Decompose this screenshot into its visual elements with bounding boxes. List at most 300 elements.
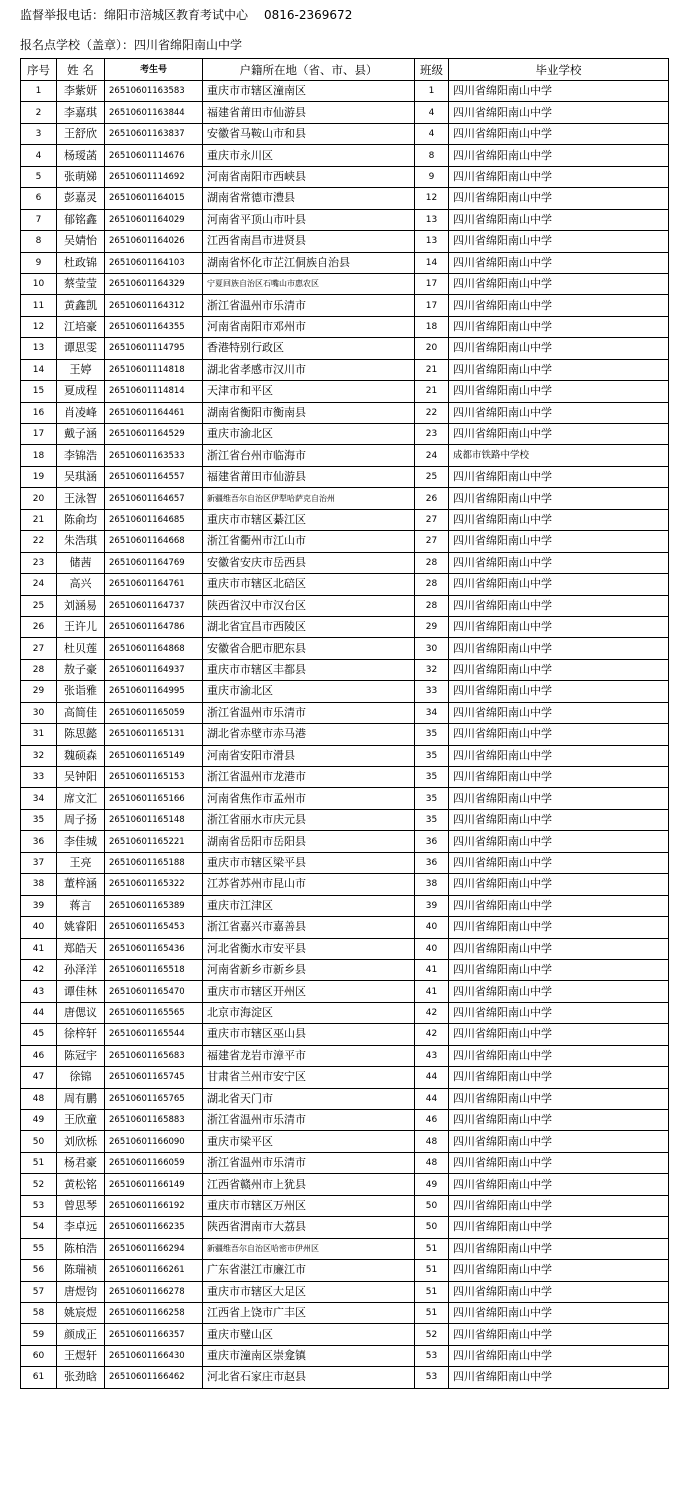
row-name: 吴琪涵 bbox=[57, 466, 105, 487]
row-name: 唐煜钧 bbox=[57, 1281, 105, 1302]
row-class: 43 bbox=[415, 1045, 449, 1066]
row-seq: 23 bbox=[21, 552, 57, 573]
row-seq: 60 bbox=[21, 1345, 57, 1366]
row-residence: 陕西省渭南市大荔县 bbox=[203, 1217, 415, 1238]
row-school: 四川省绵阳南山中学 bbox=[449, 1260, 669, 1281]
row-name: 朱浩琪 bbox=[57, 531, 105, 552]
row-name: 颜成正 bbox=[57, 1324, 105, 1345]
row-class: 29 bbox=[415, 616, 449, 637]
row-seq: 11 bbox=[21, 295, 57, 316]
row-school: 四川省绵阳南山中学 bbox=[449, 166, 669, 187]
row-class: 17 bbox=[415, 273, 449, 294]
row-exam-id: 26510601114692 bbox=[105, 166, 203, 187]
row-seq: 40 bbox=[21, 917, 57, 938]
row-school: 四川省绵阳南山中学 bbox=[449, 616, 669, 637]
row-name: 姚睿阳 bbox=[57, 917, 105, 938]
row-class: 22 bbox=[415, 402, 449, 423]
row-residence: 湖北省宜昌市西陵区 bbox=[203, 616, 415, 637]
row-residence: 浙江省温州市乐清市 bbox=[203, 295, 415, 316]
col-header-school: 毕业学校 bbox=[449, 59, 669, 81]
row-exam-id: 26510601163844 bbox=[105, 102, 203, 123]
row-name: 戴子涵 bbox=[57, 424, 105, 445]
row-class: 51 bbox=[415, 1238, 449, 1259]
row-seq: 17 bbox=[21, 424, 57, 445]
row-seq: 8 bbox=[21, 231, 57, 252]
row-seq: 51 bbox=[21, 1152, 57, 1173]
row-seq: 5 bbox=[21, 166, 57, 187]
row-class: 25 bbox=[415, 466, 449, 487]
row-school: 四川省绵阳南山中学 bbox=[449, 659, 669, 680]
row-seq: 27 bbox=[21, 638, 57, 659]
row-name: 张劲晗 bbox=[57, 1367, 105, 1388]
row-class: 4 bbox=[415, 123, 449, 144]
row-residence: 江西省赣州市上犹县 bbox=[203, 1174, 415, 1195]
row-name: 张萌娣 bbox=[57, 166, 105, 187]
row-school: 四川省绵阳南山中学 bbox=[449, 509, 669, 530]
table-row bbox=[21, 552, 669, 573]
row-name: 吴婧怡 bbox=[57, 231, 105, 252]
row-seq: 10 bbox=[21, 273, 57, 294]
row-school: 四川省绵阳南山中学 bbox=[449, 1367, 669, 1388]
table-row bbox=[21, 595, 669, 616]
row-school: 四川省绵阳南山中学 bbox=[449, 574, 669, 595]
row-seq: 7 bbox=[21, 209, 57, 230]
row-seq: 4 bbox=[21, 145, 57, 166]
row-residence: 安徽省安庆市岳西县 bbox=[203, 552, 415, 573]
row-seq: 15 bbox=[21, 381, 57, 402]
row-name: 蔡莹莹 bbox=[57, 273, 105, 294]
row-name: 李佳城 bbox=[57, 831, 105, 852]
row-school: 四川省绵阳南山中学 bbox=[449, 767, 669, 788]
row-seq: 39 bbox=[21, 895, 57, 916]
row-name: 储茜 bbox=[57, 552, 105, 573]
row-seq: 43 bbox=[21, 981, 57, 1002]
table-row bbox=[21, 402, 669, 423]
row-school: 四川省绵阳南山中学 bbox=[449, 724, 669, 745]
row-seq: 29 bbox=[21, 681, 57, 702]
row-seq: 34 bbox=[21, 788, 57, 809]
row-name: 高简佳 bbox=[57, 702, 105, 723]
table-row bbox=[21, 1152, 669, 1173]
row-exam-id: 26510601164668 bbox=[105, 531, 203, 552]
row-residence: 重庆市江津区 bbox=[203, 895, 415, 916]
row-seq: 61 bbox=[21, 1367, 57, 1388]
row-seq: 50 bbox=[21, 1131, 57, 1152]
row-school: 四川省绵阳南山中学 bbox=[449, 1024, 669, 1045]
table-row bbox=[21, 681, 669, 702]
row-class: 51 bbox=[415, 1281, 449, 1302]
row-school: 四川省绵阳南山中学 bbox=[449, 466, 669, 487]
row-residence: 浙江省温州市乐清市 bbox=[203, 702, 415, 723]
row-seq: 44 bbox=[21, 1002, 57, 1023]
row-class: 17 bbox=[415, 295, 449, 316]
row-seq: 16 bbox=[21, 402, 57, 423]
row-seq: 56 bbox=[21, 1260, 57, 1281]
row-residence: 甘肃省兰州市安宁区 bbox=[203, 1067, 415, 1088]
table-row bbox=[21, 1045, 669, 1066]
table-row bbox=[21, 574, 669, 595]
row-residence: 安徽省马鞍山市和县 bbox=[203, 123, 415, 144]
row-name: 唐偲议 bbox=[57, 1002, 105, 1023]
row-school: 四川省绵阳南山中学 bbox=[449, 295, 669, 316]
row-class: 24 bbox=[415, 445, 449, 466]
table-row bbox=[21, 1002, 669, 1023]
row-class: 21 bbox=[415, 381, 449, 402]
row-class: 35 bbox=[415, 809, 449, 830]
row-residence: 北京市海淀区 bbox=[203, 1002, 415, 1023]
row-school: 四川省绵阳南山中学 bbox=[449, 1302, 669, 1323]
row-exam-id: 26510601163837 bbox=[105, 123, 203, 144]
row-class: 20 bbox=[415, 338, 449, 359]
row-class: 27 bbox=[415, 531, 449, 552]
row-seq: 12 bbox=[21, 316, 57, 337]
row-class: 30 bbox=[415, 638, 449, 659]
row-residence: 浙江省温州市龙港市 bbox=[203, 767, 415, 788]
row-name: 王许儿 bbox=[57, 616, 105, 637]
row-class: 50 bbox=[415, 1195, 449, 1216]
row-name: 周有鹏 bbox=[57, 1088, 105, 1109]
table-row bbox=[21, 831, 669, 852]
row-name: 徐锦 bbox=[57, 1067, 105, 1088]
hotline-label: 监督举报电话：绵阳市涪城区教育考试中心 bbox=[20, 8, 249, 22]
table-row bbox=[21, 273, 669, 294]
row-seq: 57 bbox=[21, 1281, 57, 1302]
row-exam-id: 26510601166258 bbox=[105, 1302, 203, 1323]
row-class: 53 bbox=[415, 1345, 449, 1366]
row-school: 四川省绵阳南山中学 bbox=[449, 359, 669, 380]
row-school: 四川省绵阳南山中学 bbox=[449, 209, 669, 230]
row-exam-id: 26510601166462 bbox=[105, 1367, 203, 1388]
row-residence: 重庆市市辖区巫山县 bbox=[203, 1024, 415, 1045]
row-school: 四川省绵阳南山中学 bbox=[449, 788, 669, 809]
row-residence: 天津市和平区 bbox=[203, 381, 415, 402]
row-name: 江培豪 bbox=[57, 316, 105, 337]
row-residence: 江西省南昌市进贤县 bbox=[203, 231, 415, 252]
row-residence: 湖北省孝感市汉川市 bbox=[203, 359, 415, 380]
row-exam-id: 26510601114818 bbox=[105, 359, 203, 380]
row-school: 四川省绵阳南山中学 bbox=[449, 531, 669, 552]
row-exam-id: 26510601164786 bbox=[105, 616, 203, 637]
row-name: 蒋言 bbox=[57, 895, 105, 916]
row-name: 杜贝莲 bbox=[57, 638, 105, 659]
row-school: 四川省绵阳南山中学 bbox=[449, 102, 669, 123]
row-exam-id: 26510601166261 bbox=[105, 1260, 203, 1281]
table-row bbox=[21, 874, 669, 895]
row-class: 26 bbox=[415, 488, 449, 509]
table-row bbox=[21, 1345, 669, 1366]
row-exam-id: 26510601114814 bbox=[105, 381, 203, 402]
row-name: 曾思琴 bbox=[57, 1195, 105, 1216]
table-row bbox=[21, 1281, 669, 1302]
row-school: 四川省绵阳南山中学 bbox=[449, 917, 669, 938]
row-exam-id: 26510601164657 bbox=[105, 488, 203, 509]
row-school: 四川省绵阳南山中学 bbox=[449, 702, 669, 723]
row-name: 王泳智 bbox=[57, 488, 105, 509]
row-school: 四川省绵阳南山中学 bbox=[449, 1088, 669, 1109]
table-row bbox=[21, 788, 669, 809]
row-residence: 新疆维吾尔自治区伊犁哈萨克自治州 bbox=[203, 488, 415, 509]
row-seq: 54 bbox=[21, 1217, 57, 1238]
table-row bbox=[21, 745, 669, 766]
row-residence: 河南省安阳市滑县 bbox=[203, 745, 415, 766]
table-row bbox=[21, 1217, 669, 1238]
row-exam-id: 26510601165149 bbox=[105, 745, 203, 766]
row-name: 刘欣栎 bbox=[57, 1131, 105, 1152]
row-seq: 25 bbox=[21, 595, 57, 616]
row-seq: 33 bbox=[21, 767, 57, 788]
table-row bbox=[21, 509, 669, 530]
row-class: 28 bbox=[415, 574, 449, 595]
row-name: 王欣童 bbox=[57, 1110, 105, 1131]
row-name: 陈冠宇 bbox=[57, 1045, 105, 1066]
row-exam-id: 26510601164769 bbox=[105, 552, 203, 573]
row-seq: 52 bbox=[21, 1174, 57, 1195]
row-school: 四川省绵阳南山中学 bbox=[449, 381, 669, 402]
row-name: 姚宸煜 bbox=[57, 1302, 105, 1323]
row-school: 四川省绵阳南山中学 bbox=[449, 123, 669, 144]
row-exam-id: 26510601166235 bbox=[105, 1217, 203, 1238]
table-row bbox=[21, 767, 669, 788]
col-header-exam-id: 考生号 bbox=[105, 59, 203, 81]
row-exam-id: 26510601166357 bbox=[105, 1324, 203, 1345]
row-seq: 9 bbox=[21, 252, 57, 273]
row-name: 李卓远 bbox=[57, 1217, 105, 1238]
venue-line: 报名点学校（盖章）：四川省绵阳南山中学 bbox=[20, 38, 243, 52]
row-exam-id: 26510601165131 bbox=[105, 724, 203, 745]
col-header-name: 姓 名 bbox=[57, 59, 105, 81]
row-school: 四川省绵阳南山中学 bbox=[449, 1002, 669, 1023]
row-school: 四川省绵阳南山中学 bbox=[449, 895, 669, 916]
row-class: 21 bbox=[415, 359, 449, 380]
table-row bbox=[21, 981, 669, 1002]
row-school: 四川省绵阳南山中学 bbox=[449, 231, 669, 252]
row-residence: 河北省石家庄市赵县 bbox=[203, 1367, 415, 1388]
row-exam-id: 26510601164868 bbox=[105, 638, 203, 659]
row-seq: 49 bbox=[21, 1110, 57, 1131]
row-class: 18 bbox=[415, 316, 449, 337]
table-row bbox=[21, 166, 669, 187]
table-row bbox=[21, 231, 669, 252]
row-exam-id: 26510601164937 bbox=[105, 659, 203, 680]
table-header-row bbox=[21, 59, 669, 81]
row-class: 23 bbox=[415, 424, 449, 445]
row-residence: 重庆市市辖区丰都县 bbox=[203, 659, 415, 680]
row-exam-id: 26510601164029 bbox=[105, 209, 203, 230]
row-residence: 重庆市梁平区 bbox=[203, 1131, 415, 1152]
row-class: 9 bbox=[415, 166, 449, 187]
row-name: 杨君豪 bbox=[57, 1152, 105, 1173]
row-residence: 河南省南阳市邓州市 bbox=[203, 316, 415, 337]
row-class: 41 bbox=[415, 959, 449, 980]
col-header-class: 班级 bbox=[415, 59, 449, 81]
row-seq: 32 bbox=[21, 745, 57, 766]
row-class: 44 bbox=[415, 1067, 449, 1088]
row-school: 四川省绵阳南山中学 bbox=[449, 874, 669, 895]
row-school: 四川省绵阳南山中学 bbox=[449, 1067, 669, 1088]
row-school: 四川省绵阳南山中学 bbox=[449, 81, 669, 102]
row-class: 14 bbox=[415, 252, 449, 273]
col-header-residence: 户籍所在地（省、市、县） bbox=[203, 59, 415, 81]
row-name: 董梓涵 bbox=[57, 874, 105, 895]
row-exam-id: 26510601165148 bbox=[105, 809, 203, 830]
row-residence: 浙江省丽水市庆元县 bbox=[203, 809, 415, 830]
row-class: 13 bbox=[415, 209, 449, 230]
row-class: 38 bbox=[415, 874, 449, 895]
table-row bbox=[21, 938, 669, 959]
row-residence: 重庆市市辖区开州区 bbox=[203, 981, 415, 1002]
row-residence: 江西省上饶市广丰区 bbox=[203, 1302, 415, 1323]
row-class: 34 bbox=[415, 702, 449, 723]
row-residence: 浙江省衢州市江山市 bbox=[203, 531, 415, 552]
row-school: 四川省绵阳南山中学 bbox=[449, 316, 669, 337]
table-row bbox=[21, 145, 669, 166]
row-class: 42 bbox=[415, 1024, 449, 1045]
table-row bbox=[21, 316, 669, 337]
row-residence: 陕西省汉中市汉台区 bbox=[203, 595, 415, 616]
row-seq: 55 bbox=[21, 1238, 57, 1259]
row-residence: 重庆市璧山区 bbox=[203, 1324, 415, 1345]
row-name: 肖凌峰 bbox=[57, 402, 105, 423]
row-residence: 重庆市市辖区潼南区 bbox=[203, 81, 415, 102]
row-name: 李嘉琪 bbox=[57, 102, 105, 123]
row-exam-id: 26510601164355 bbox=[105, 316, 203, 337]
row-class: 32 bbox=[415, 659, 449, 680]
row-name: 席文汇 bbox=[57, 788, 105, 809]
table-row bbox=[21, 959, 669, 980]
table-row bbox=[21, 1131, 669, 1152]
row-name: 陈俞均 bbox=[57, 509, 105, 530]
row-class: 49 bbox=[415, 1174, 449, 1195]
row-name: 杜政锦 bbox=[57, 252, 105, 273]
row-exam-id: 26510601165683 bbox=[105, 1045, 203, 1066]
row-exam-id: 26510601166430 bbox=[105, 1345, 203, 1366]
table-row bbox=[21, 188, 669, 209]
table-row bbox=[21, 895, 669, 916]
row-class: 42 bbox=[415, 1002, 449, 1023]
row-residence: 福建省莆田市仙游县 bbox=[203, 466, 415, 487]
row-school: 四川省绵阳南山中学 bbox=[449, 1152, 669, 1173]
row-exam-id: 26510601166090 bbox=[105, 1131, 203, 1152]
row-exam-id: 26510601165544 bbox=[105, 1024, 203, 1045]
table-row bbox=[21, 809, 669, 830]
table-row bbox=[21, 852, 669, 873]
row-school: 四川省绵阳南山中学 bbox=[449, 638, 669, 659]
row-residence: 河南省新乡市新乡县 bbox=[203, 959, 415, 980]
table-row bbox=[21, 1024, 669, 1045]
table-row bbox=[21, 359, 669, 380]
row-residence: 浙江省台州市临海市 bbox=[203, 445, 415, 466]
row-name: 谭佳林 bbox=[57, 981, 105, 1002]
row-exam-id: 26510601164557 bbox=[105, 466, 203, 487]
row-seq: 45 bbox=[21, 1024, 57, 1045]
row-seq: 3 bbox=[21, 123, 57, 144]
table-row bbox=[21, 638, 669, 659]
row-residence: 河南省南阳市西峡县 bbox=[203, 166, 415, 187]
table-row bbox=[21, 1367, 669, 1388]
row-residence: 广东省湛江市廉江市 bbox=[203, 1260, 415, 1281]
row-residence: 江苏省苏州市昆山市 bbox=[203, 874, 415, 895]
row-exam-id: 26510601165470 bbox=[105, 981, 203, 1002]
row-class: 51 bbox=[415, 1302, 449, 1323]
table-row bbox=[21, 209, 669, 230]
table-row bbox=[21, 381, 669, 402]
table-row bbox=[21, 1174, 669, 1195]
row-name: 杨瑷菡 bbox=[57, 145, 105, 166]
row-class: 35 bbox=[415, 724, 449, 745]
row-exam-id: 26510601165765 bbox=[105, 1088, 203, 1109]
table-row bbox=[21, 917, 669, 938]
row-residence: 湖南省衡阳市衡南县 bbox=[203, 402, 415, 423]
row-seq: 14 bbox=[21, 359, 57, 380]
row-exam-id: 26510601164461 bbox=[105, 402, 203, 423]
row-exam-id: 26510601163533 bbox=[105, 445, 203, 466]
row-school: 四川省绵阳南山中学 bbox=[449, 981, 669, 1002]
row-class: 4 bbox=[415, 102, 449, 123]
row-exam-id: 26510601164026 bbox=[105, 231, 203, 252]
row-school: 四川省绵阳南山中学 bbox=[449, 1110, 669, 1131]
row-seq: 53 bbox=[21, 1195, 57, 1216]
row-class: 1 bbox=[415, 81, 449, 102]
row-name: 李紫妍 bbox=[57, 81, 105, 102]
row-exam-id: 26510601164015 bbox=[105, 188, 203, 209]
row-residence: 湖南省岳阳市岳阳县 bbox=[203, 831, 415, 852]
row-residence: 河南省平顶山市叶县 bbox=[203, 209, 415, 230]
row-seq: 37 bbox=[21, 852, 57, 873]
row-exam-id: 26510601165153 bbox=[105, 767, 203, 788]
row-exam-id: 26510601114676 bbox=[105, 145, 203, 166]
row-seq: 31 bbox=[21, 724, 57, 745]
row-residence: 重庆市市辖区梁平县 bbox=[203, 852, 415, 873]
row-name: 王煜轩 bbox=[57, 1345, 105, 1366]
row-residence: 湖北省赤壁市赤马港 bbox=[203, 724, 415, 745]
row-seq: 20 bbox=[21, 488, 57, 509]
row-name: 王亮 bbox=[57, 852, 105, 873]
col-header-seq: 序号 bbox=[21, 59, 57, 81]
row-name: 郁铭鑫 bbox=[57, 209, 105, 230]
row-name: 周子扬 bbox=[57, 809, 105, 830]
row-name: 陈思懿 bbox=[57, 724, 105, 745]
row-class: 33 bbox=[415, 681, 449, 702]
row-name: 陈瑞祯 bbox=[57, 1260, 105, 1281]
table-row bbox=[21, 1260, 669, 1281]
row-name: 王婷 bbox=[57, 359, 105, 380]
row-name: 黄鑫凯 bbox=[57, 295, 105, 316]
table-row bbox=[21, 724, 669, 745]
row-exam-id: 26510601166192 bbox=[105, 1195, 203, 1216]
row-residence: 重庆市市辖区綦江区 bbox=[203, 509, 415, 530]
row-exam-id: 26510601166059 bbox=[105, 1152, 203, 1173]
row-school: 四川省绵阳南山中学 bbox=[449, 852, 669, 873]
row-name: 敖子豪 bbox=[57, 659, 105, 680]
row-school: 四川省绵阳南山中学 bbox=[449, 273, 669, 294]
row-class: 40 bbox=[415, 917, 449, 938]
row-residence: 河北省衡水市安平县 bbox=[203, 938, 415, 959]
row-exam-id: 26510601165453 bbox=[105, 917, 203, 938]
row-seq: 36 bbox=[21, 831, 57, 852]
row-name: 张诣雅 bbox=[57, 681, 105, 702]
row-residence: 重庆市市辖区大足区 bbox=[203, 1281, 415, 1302]
row-name: 刘涵易 bbox=[57, 595, 105, 616]
candidate-table bbox=[20, 58, 669, 1389]
table-row bbox=[21, 445, 669, 466]
row-residence: 河南省焦作市孟州市 bbox=[203, 788, 415, 809]
row-class: 27 bbox=[415, 509, 449, 530]
table-row bbox=[21, 466, 669, 487]
row-residence: 宁夏回族自治区石嘴山市惠农区 bbox=[203, 273, 415, 294]
row-name: 高兴 bbox=[57, 574, 105, 595]
row-school: 四川省绵阳南山中学 bbox=[449, 1174, 669, 1195]
row-class: 39 bbox=[415, 895, 449, 916]
